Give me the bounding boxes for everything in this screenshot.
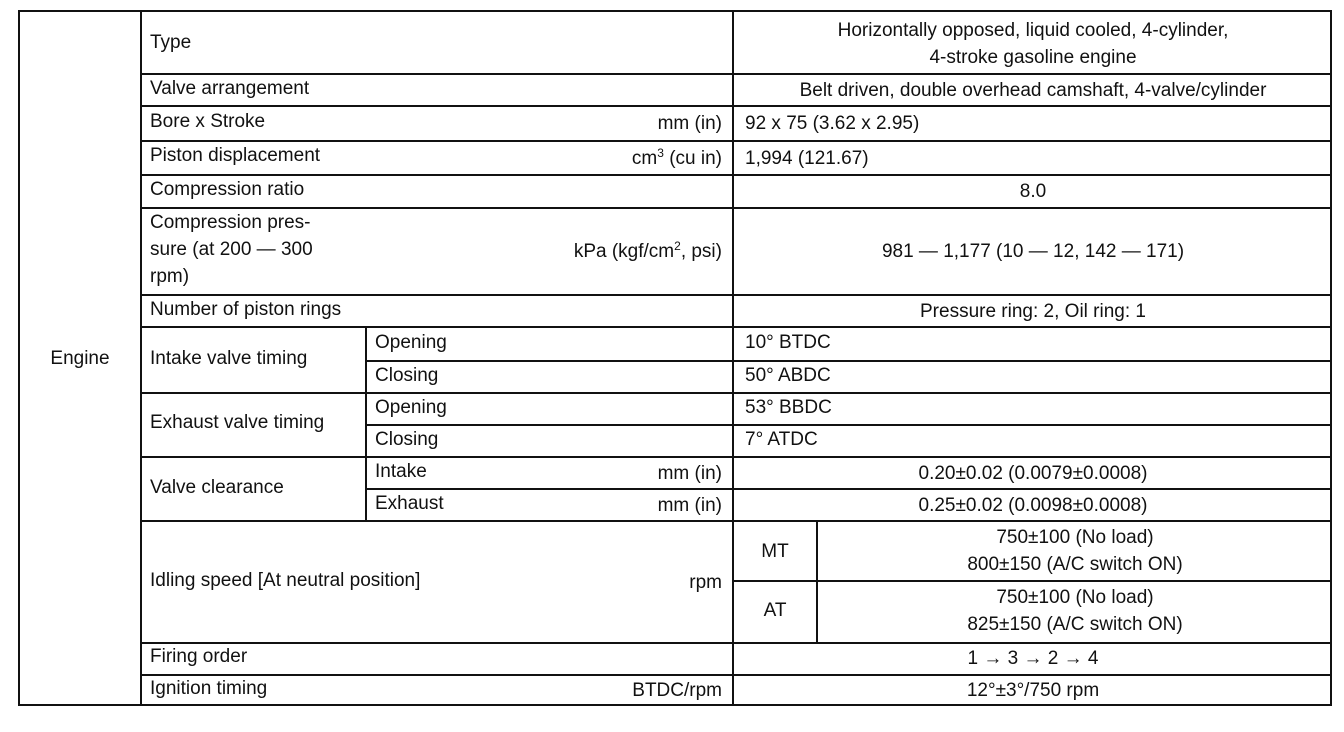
piston-displacement-value: 1,994 (121.67) xyxy=(745,148,869,169)
exhaust-valve-timing-label: Exhaust valve timing xyxy=(150,412,325,433)
row-divider xyxy=(365,488,1332,490)
exhaust-closing-value: 7° ATDC xyxy=(745,429,818,450)
clearance-intake-value: 0.20±0.02 (0.0079±0.0008) xyxy=(918,463,1148,484)
row-divider xyxy=(140,520,1332,522)
type-label: Type xyxy=(150,32,192,53)
compression-pressure-value: 981 — 1,177 (10 — 12, 142 — 171) xyxy=(881,241,1185,262)
idling-speed-label: Idling speed [At neutral position] xyxy=(150,570,421,591)
idling-at-line1: 750±100 (No load) xyxy=(996,587,1154,608)
row-divider xyxy=(365,424,1332,426)
divider-section-column xyxy=(140,10,142,706)
bore-stroke-unit: mm (in) xyxy=(657,113,722,134)
exhaust-opening-label: Opening xyxy=(375,397,447,418)
clearance-exhaust-unit: mm (in) xyxy=(657,495,722,516)
firing-order-label: Firing order xyxy=(150,646,248,667)
intake-closing-label: Closing xyxy=(375,365,439,386)
piston-rings-value: Pressure ring: 2, Oil ring: 1 xyxy=(920,301,1146,322)
idling-at-label: AT xyxy=(763,600,787,621)
type-value-line2: 4-stroke gasoline engine xyxy=(929,47,1137,68)
valve-clearance-label: Valve clearance xyxy=(150,477,284,498)
row-divider xyxy=(140,105,1332,107)
ignition-timing-unit: BTDC/rpm xyxy=(632,680,722,701)
row-divider xyxy=(140,207,1332,209)
idling-mt-line1: 750±100 (No load) xyxy=(996,527,1154,548)
row-divider xyxy=(140,73,1332,75)
piston-rings-label: Number of piston rings xyxy=(150,299,342,320)
row-divider xyxy=(140,174,1332,176)
exhaust-closing-label: Closing xyxy=(375,429,439,450)
row-divider xyxy=(140,326,1332,328)
clearance-intake-unit: mm (in) xyxy=(657,463,722,484)
row-divider xyxy=(365,360,1332,362)
idling-mt-label: MT xyxy=(761,541,789,562)
bore-stroke-value: 92 x 75 (3.62 x 2.95) xyxy=(745,113,920,134)
idling-at-line2: 825±150 (A/C switch ON) xyxy=(967,614,1183,635)
ignition-timing-value: 12°±3°/750 rpm xyxy=(966,680,1100,701)
clearance-exhaust-label: Exhaust xyxy=(375,493,444,514)
compression-pressure-unit: kPa ($kgf/cm^2$, psi) xyxy=(573,239,722,262)
idling-speed-unit: rpm xyxy=(689,572,722,593)
ignition-timing-label: Ignition timing xyxy=(150,678,268,699)
row-divider xyxy=(140,392,1332,394)
intake-closing-value: 50° ABDC xyxy=(745,365,831,386)
intake-valve-timing-label: Intake valve timing xyxy=(150,348,308,369)
row-divider xyxy=(140,642,1332,644)
firing-order-value: 1 → 3 → 2 → 4 xyxy=(967,648,1099,669)
compression-pressure-label-line1: Compression pres- xyxy=(150,212,311,233)
compression-pressure-label-line2: sure (at 200 — 300 xyxy=(150,239,313,260)
valve-arrangement-label: Valve arrangement xyxy=(150,78,310,99)
idling-mt-line2: 800±150 (A/C switch ON) xyxy=(967,554,1183,575)
divider-subitem-column xyxy=(365,326,367,520)
exhaust-opening-value: 53° BBDC xyxy=(745,397,832,418)
row-divider xyxy=(140,674,1332,676)
clearance-intake-label: Intake xyxy=(375,461,427,482)
type-value-line1: Horizontally opposed, liquid cooled, 4-cylinder, xyxy=(837,20,1229,41)
compression-ratio-label: Compression ratio xyxy=(150,179,305,200)
piston-displacement-label: Piston displacement xyxy=(150,145,321,166)
valve-arrangement-value: Belt driven, double overhead camshaft, 4-valve/cylinder xyxy=(799,80,1267,101)
section-label: Engine xyxy=(50,348,110,369)
piston-displacement-unit: $cm^3$ (cu in) xyxy=(631,146,722,169)
intake-opening-value: 10° BTDC xyxy=(745,332,831,353)
compression-pressure-label-line3: rpm) xyxy=(150,266,190,287)
row-divider xyxy=(140,456,1332,458)
row-divider xyxy=(732,580,1332,582)
compression-ratio-value: 8.0 xyxy=(1019,181,1047,202)
clearance-exhaust-value: 0.25±0.02 (0.0098±0.0008) xyxy=(918,495,1148,516)
intake-opening-label: Opening xyxy=(375,332,447,353)
bore-stroke-label: Bore x Stroke xyxy=(150,111,266,132)
